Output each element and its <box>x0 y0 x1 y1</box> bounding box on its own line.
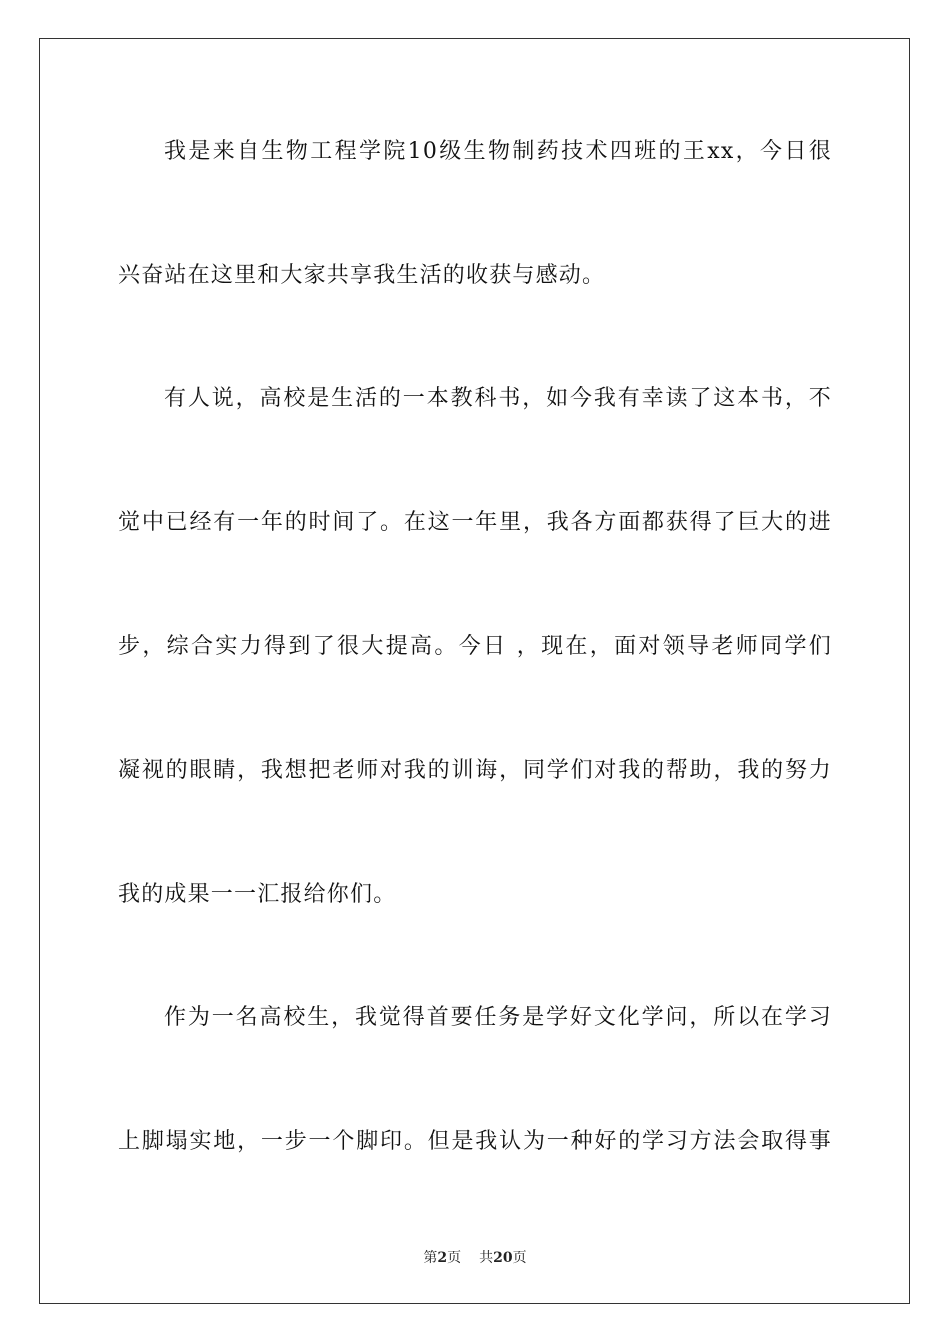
paragraph-2-line-4: 凝视的眼睛，我想把老师对我的训诲，同学们对我的帮助，我的努力 <box>118 758 832 783</box>
paragraph-2-line-5: 我的成果一一汇报给你们。 <box>118 882 397 907</box>
paragraph-1-line-2: 兴奋站在这里和大家共享我生活的收获与感动。 <box>118 263 606 288</box>
page-current-number: 2 <box>437 1250 448 1266</box>
total-prefix: 共 <box>479 1250 494 1266</box>
page-frame <box>39 38 910 1304</box>
page-total-number: 20 <box>493 1250 513 1266</box>
paragraph-1-line-1: 我是来自生物工程学院10级生物制药技术四班的王xx，今日很 <box>164 139 832 164</box>
paragraph-3-line-1: 作为一名高校生，我觉得首要任务是学好文化学问，所以在学习 <box>164 1005 832 1030</box>
paragraph-2-line-2: 觉中已经有一年的时间了。在这一年里，我各方面都获得了巨大的进 <box>118 510 832 535</box>
page-footer <box>0 1248 950 1268</box>
paragraph-2-line-3: 步，综合实力得到了很大提高。今日 ，现在，面对领导老师同学们 <box>118 634 832 659</box>
page-prefix: 第 <box>423 1250 438 1266</box>
total-suffix: 页 <box>512 1250 527 1266</box>
paragraph-2-line-1: 有人说，高校是生活的一本教科书，如今我有幸读了这本书，不 <box>164 386 832 411</box>
page-suffix: 页 <box>447 1250 462 1266</box>
paragraph-3-line-2: 上脚塌实地，一步一个脚印。但是我认为一种好的学习方法会取得事 <box>118 1129 832 1154</box>
